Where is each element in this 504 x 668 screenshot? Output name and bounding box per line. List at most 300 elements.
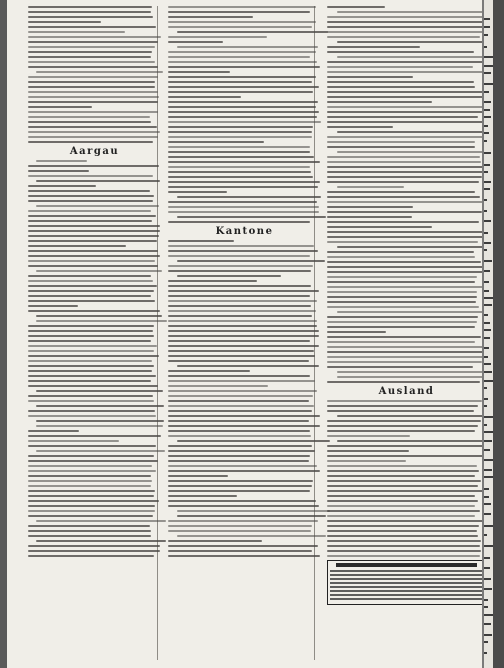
adjacent-text-fragment (484, 65, 493, 67)
text-line (168, 21, 316, 23)
adjacent-text-fragment (484, 599, 488, 601)
adjacent-text-fragment (484, 171, 488, 173)
text-line (28, 6, 152, 8)
text-line (168, 56, 310, 58)
text-line (168, 370, 250, 372)
text-line (168, 191, 227, 193)
text-line (327, 530, 477, 532)
text-line (28, 475, 151, 477)
text-line (28, 525, 150, 527)
text-line (168, 131, 312, 133)
adjacent-text-fragment (484, 534, 487, 536)
text-line (168, 480, 313, 482)
adjacent-text-fragment (484, 249, 487, 251)
text-line (168, 475, 228, 477)
adjacent-text-fragment (484, 337, 490, 339)
text-line (327, 226, 432, 228)
text-line (168, 156, 314, 158)
text-line (168, 325, 317, 327)
adjacent-text-fragment (484, 476, 493, 478)
text-line (177, 510, 330, 512)
text-line (28, 240, 157, 242)
text-line (327, 66, 473, 68)
text-line (168, 410, 312, 412)
text-line (28, 435, 161, 437)
text-line (327, 106, 483, 108)
text-line (168, 360, 309, 362)
text-line (168, 335, 319, 337)
text-line (28, 91, 158, 93)
adjacent-text-fragment (484, 588, 492, 590)
text-line (327, 221, 479, 223)
text-line (28, 131, 160, 133)
text-line (168, 6, 316, 8)
text-line (168, 350, 314, 352)
text-line (168, 126, 313, 128)
text-line (168, 255, 310, 257)
text-line (168, 76, 316, 78)
text-line (168, 146, 310, 148)
adjacent-text-fragment (484, 242, 491, 244)
text-line (337, 246, 492, 248)
text-line (168, 181, 320, 183)
section-heading-ausland: Ausland (378, 386, 435, 397)
text-line (327, 241, 478, 243)
text-line (327, 141, 475, 143)
text-line (28, 465, 152, 467)
text-line (168, 435, 311, 437)
text-line (36, 420, 164, 422)
text-line (327, 341, 475, 343)
text-line (177, 440, 330, 442)
text-line (28, 165, 159, 167)
text-line (28, 515, 153, 517)
text-line (168, 485, 312, 487)
adjacent-page-edge (482, 0, 493, 668)
text-line (168, 16, 253, 18)
text-line (168, 186, 318, 188)
adjacent-text-fragment (484, 91, 489, 93)
adjacent-text-fragment (484, 188, 490, 190)
section-heading-aargau: Aargau (69, 146, 120, 157)
text-line (28, 545, 160, 547)
text-line (36, 450, 165, 452)
text-line (168, 470, 320, 472)
text-line (327, 206, 413, 208)
text-line (327, 286, 484, 288)
text-line (28, 245, 126, 247)
text-line (28, 485, 151, 487)
adjacent-text-fragment (484, 46, 487, 48)
text-line (28, 375, 156, 377)
text-line (168, 106, 316, 108)
text-line (168, 330, 319, 332)
text-line (168, 121, 321, 123)
text-line (327, 425, 478, 427)
text-line (327, 31, 483, 33)
text-line (36, 205, 159, 207)
adjacent-text-fragment (484, 232, 488, 234)
text-line (327, 480, 481, 482)
adjacent-text-fragment (484, 503, 491, 505)
text-line (327, 76, 413, 78)
text-line (168, 505, 319, 507)
text-line (327, 455, 484, 457)
text-line (168, 161, 320, 163)
text-line (337, 311, 484, 313)
text-line (28, 455, 154, 457)
text-line (168, 86, 319, 88)
adjacent-text-fragment (484, 356, 488, 358)
text-line (327, 281, 475, 283)
text-line (327, 495, 475, 497)
text-line (327, 111, 485, 113)
text-line (327, 81, 474, 83)
text-line (327, 316, 478, 318)
text-line (168, 206, 319, 208)
text-line (168, 530, 311, 532)
text-line (168, 11, 310, 13)
text-line (28, 400, 154, 402)
text-line (168, 66, 320, 68)
adjacent-text-fragment (484, 488, 489, 490)
text-line (337, 41, 488, 43)
text-line (28, 380, 151, 382)
text-line (327, 326, 475, 328)
text-line (327, 420, 481, 422)
text-line (28, 21, 101, 23)
adjacent-text-fragment (484, 614, 493, 616)
text-line (28, 505, 155, 507)
adjacent-text-fragment (484, 513, 491, 515)
text-line (28, 335, 154, 337)
text-line (327, 231, 485, 233)
text-line (28, 500, 159, 502)
text-line (28, 325, 154, 327)
text-line (28, 480, 152, 482)
text-line (28, 111, 158, 113)
text-line (28, 46, 155, 48)
text-line (28, 260, 155, 262)
text-line (327, 450, 409, 452)
text-line (28, 16, 153, 18)
text-line (177, 260, 325, 262)
text-line (327, 126, 393, 128)
text-line (177, 275, 281, 277)
text-line (36, 405, 164, 407)
text-line (168, 280, 257, 282)
text-line (327, 366, 473, 368)
text-line (327, 321, 477, 323)
text-line (327, 470, 479, 472)
text-line (168, 455, 310, 457)
adjacent-text-fragment (484, 567, 490, 569)
text-line (28, 195, 154, 197)
text-line (28, 56, 151, 58)
adjacent-text-fragment (484, 297, 493, 299)
text-line (28, 31, 125, 33)
text-line (28, 555, 154, 557)
adjacent-text-fragment (484, 459, 493, 461)
text-line (28, 510, 155, 512)
text-line (327, 435, 410, 437)
adjacent-text-fragment (484, 322, 490, 324)
text-line (28, 121, 151, 123)
text-line (168, 51, 316, 53)
text-line (168, 211, 319, 213)
text-line (327, 381, 480, 383)
text-line (168, 61, 317, 63)
text-line (168, 555, 320, 557)
text-line (28, 470, 156, 472)
text-line (337, 11, 485, 13)
text-line (327, 116, 478, 118)
adjacent-text-fragment (484, 83, 493, 85)
text-line (327, 16, 483, 18)
adjacent-text-fragment (484, 72, 491, 74)
text-line (36, 270, 162, 272)
text-line (327, 520, 483, 522)
text-line (28, 185, 96, 187)
text-line (327, 550, 481, 552)
advertisement-title (336, 563, 477, 567)
text-line (28, 355, 159, 357)
text-line (28, 210, 151, 212)
text-line (327, 535, 478, 537)
text-line (327, 346, 485, 348)
text-line (168, 171, 311, 173)
text-line (327, 460, 406, 462)
text-line (168, 201, 317, 203)
adjacent-text-fragment (484, 641, 488, 643)
text-line (327, 515, 475, 517)
text-line (28, 190, 150, 192)
text-line (28, 280, 153, 282)
text-line (28, 300, 155, 302)
adjacent-text-fragment (484, 578, 491, 580)
text-line (327, 101, 432, 103)
adjacent-text-fragment (484, 449, 490, 451)
text-line (28, 96, 159, 98)
text-line (327, 500, 478, 502)
text-line (337, 376, 493, 378)
scan-gutter (0, 0, 7, 668)
text-line (28, 360, 152, 362)
text-line (337, 131, 491, 133)
text-line (28, 330, 153, 332)
text-line (327, 261, 481, 263)
adjacent-text-fragment (484, 34, 488, 36)
text-line (28, 255, 160, 257)
adjacent-text-fragment (484, 109, 490, 111)
text-line (28, 265, 158, 267)
adjacent-text-fragment (484, 329, 491, 331)
text-line (337, 415, 487, 417)
text-line (327, 161, 481, 163)
text-line (28, 225, 160, 227)
text-line (168, 116, 317, 118)
text-line (28, 66, 158, 68)
text-line (168, 141, 264, 143)
text-line (28, 410, 155, 412)
text-line (168, 545, 318, 547)
text-line (168, 465, 317, 467)
text-line (327, 191, 475, 193)
text-line (28, 495, 154, 497)
text-line (327, 361, 482, 363)
adjacent-text-fragment (484, 152, 491, 154)
text-line (337, 440, 484, 442)
text-line (168, 151, 310, 153)
text-line (327, 331, 386, 333)
text-line (28, 310, 160, 312)
text-line (327, 51, 474, 53)
text-line (327, 445, 485, 447)
text-line (168, 101, 318, 103)
adjacent-text-fragment (484, 424, 487, 426)
adjacent-text-fragment (484, 525, 493, 527)
text-line (28, 76, 158, 78)
adjacent-text-fragment (484, 416, 493, 418)
text-line (28, 345, 157, 347)
text-line (168, 81, 312, 83)
text-line (168, 520, 318, 522)
text-line (168, 425, 320, 427)
text-line (28, 295, 151, 297)
text-line (28, 445, 156, 447)
text-line (327, 475, 475, 477)
adjacent-text-fragment (484, 347, 489, 349)
adjacent-text-fragment (484, 18, 490, 20)
text-line (28, 86, 155, 88)
text-line (327, 510, 480, 512)
text-line (168, 26, 312, 28)
adjacent-text-fragment (484, 210, 487, 212)
adjacent-text-fragment (484, 140, 487, 142)
text-line (168, 430, 310, 432)
adjacent-text-fragment (484, 199, 487, 201)
text-line (168, 91, 313, 93)
text-line (168, 290, 319, 292)
text-line (327, 356, 484, 358)
text-line (327, 171, 486, 173)
adjacent-text-fragment (484, 496, 489, 498)
adjacent-text-fragment (484, 431, 493, 433)
text-line (28, 370, 152, 372)
text-line (28, 350, 154, 352)
text-line (28, 61, 155, 63)
text-line (327, 465, 477, 467)
text-line (28, 141, 153, 143)
text-line (327, 236, 483, 238)
text-line (327, 336, 481, 338)
text-line (327, 251, 474, 253)
adjacent-text-fragment (484, 270, 490, 272)
adjacent-text-fragment (484, 405, 487, 407)
text-line (168, 111, 319, 113)
adjacent-text-fragment (484, 290, 489, 292)
text-line (177, 46, 318, 48)
text-line (327, 196, 480, 198)
text-line (327, 540, 481, 542)
text-line (28, 365, 154, 367)
text-line (327, 525, 479, 527)
text-line (327, 96, 483, 98)
text-line (168, 305, 311, 307)
text-line (28, 116, 150, 118)
text-line (168, 550, 312, 552)
adjacent-text-fragment (484, 606, 488, 608)
adjacent-text-fragment (484, 469, 492, 471)
text-line (327, 351, 485, 353)
text-line (168, 265, 313, 267)
adjacent-text-fragment (484, 557, 490, 559)
text-line (177, 31, 328, 33)
text-line (327, 146, 475, 148)
text-line (28, 26, 156, 28)
text-line (168, 136, 312, 138)
text-line (168, 500, 316, 502)
text-line (168, 460, 309, 462)
middle-column (168, 6, 321, 660)
text-line (28, 170, 89, 172)
text-line (168, 495, 237, 497)
text-line (28, 136, 158, 138)
text-line (168, 41, 223, 43)
adjacent-text-fragment (484, 220, 491, 222)
text-line (28, 275, 151, 277)
adjacent-text-fragment (484, 652, 487, 654)
text-line (28, 385, 158, 387)
adjacent-text-fragment (484, 314, 488, 316)
text-line (28, 101, 158, 103)
text-line (28, 490, 155, 492)
text-line (28, 305, 78, 307)
adjacent-text-fragment (484, 398, 488, 400)
advertisement-box (327, 560, 486, 605)
text-line (168, 340, 310, 342)
text-line (36, 390, 163, 392)
text-line (327, 296, 477, 298)
text-line (168, 270, 311, 272)
text-line (168, 300, 317, 302)
text-line (28, 415, 156, 417)
text-line (168, 221, 310, 223)
text-line (327, 156, 480, 158)
adjacent-text-fragment (484, 56, 493, 58)
text-line (168, 380, 315, 382)
text-line (168, 540, 262, 542)
text-line (337, 151, 487, 153)
text-line (168, 36, 267, 38)
text-line (28, 220, 152, 222)
adjacent-text-fragment (484, 116, 491, 118)
text-line (28, 285, 157, 287)
adjacent-text-fragment (484, 101, 491, 103)
text-line (337, 56, 485, 58)
text-line (28, 440, 119, 442)
text-line (327, 505, 475, 507)
adjacent-text-fragment (484, 440, 492, 442)
adjacent-text-fragment (484, 371, 492, 373)
text-line (327, 181, 479, 183)
text-line (36, 71, 163, 73)
text-line (28, 460, 158, 462)
text-line (327, 46, 420, 48)
text-line (327, 6, 385, 8)
text-line (327, 405, 478, 407)
text-line (28, 51, 152, 53)
